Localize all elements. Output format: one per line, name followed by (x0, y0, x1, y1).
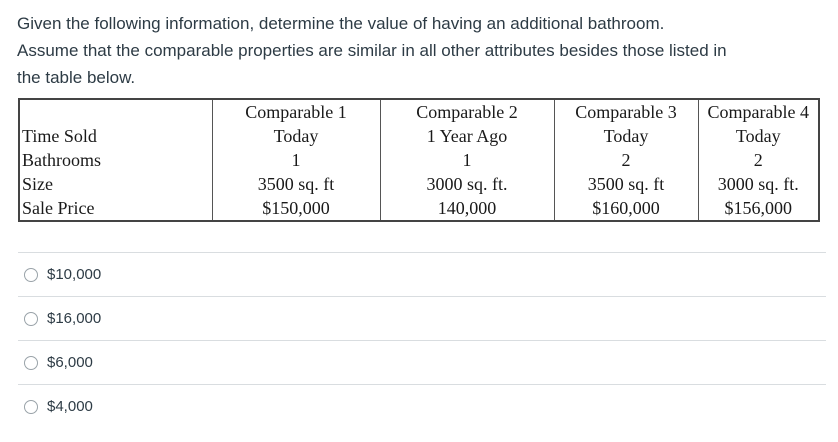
table-header-cell (19, 99, 212, 124)
table-header-cell: Comparable 4 (698, 99, 819, 124)
table-cell: 1 (212, 148, 380, 172)
table-cell: 3000 sq. ft. (380, 172, 554, 196)
row-label: Sale Price (19, 196, 212, 221)
answer-label: $6,000 (47, 354, 93, 371)
table-cell: 2 (698, 148, 819, 172)
question-line-1: Given the following information, determine the value of having an additional bathroom. (17, 14, 665, 33)
comparables-table (18, 98, 820, 222)
table-header-row (19, 99, 819, 124)
table-cell: Today (212, 124, 380, 148)
table-row (19, 124, 819, 148)
answer-option[interactable] (18, 296, 826, 340)
answer-option[interactable] (18, 340, 826, 384)
radio-button[interactable] (24, 268, 38, 282)
answer-label: $10,000 (47, 266, 102, 283)
answer-option[interactable] (18, 252, 826, 296)
table-cell: $160,000 (554, 196, 698, 221)
table-cell: 1 (380, 148, 554, 172)
radio-button[interactable] (24, 400, 38, 414)
radio-button[interactable] (24, 356, 38, 370)
table-cell: 140,000 (380, 196, 554, 221)
row-label: Bathrooms (19, 148, 212, 172)
table-cell: 3500 sq. ft (212, 172, 380, 196)
answer-list (18, 252, 826, 428)
table-header-cell: Comparable 1 (212, 99, 380, 124)
question-line-2: Assume that the comparable properties are similar in all other attributes besides those listed in (17, 41, 727, 60)
answer-option[interactable] (18, 384, 826, 428)
table-cell: 3000 sq. ft. (698, 172, 819, 196)
table-cell: 2 (554, 148, 698, 172)
answer-label: $4,000 (47, 398, 93, 415)
table-cell: $156,000 (698, 196, 819, 221)
table-header-cell: Comparable 2 (380, 99, 554, 124)
table-cell: Today (554, 124, 698, 148)
radio-button[interactable] (24, 312, 38, 326)
row-label: Time Sold (19, 124, 212, 148)
table-cell: $150,000 (212, 196, 380, 221)
table-row (19, 196, 819, 221)
row-label: Size (19, 172, 212, 196)
table-row (19, 148, 819, 172)
question-line-3: the table below. (17, 68, 136, 87)
table-cell: Today (698, 124, 819, 148)
answer-label: $16,000 (47, 310, 102, 327)
table-cell: 1 Year Ago (380, 124, 554, 148)
table-header-cell: Comparable 3 (554, 99, 698, 124)
question-text (17, 10, 817, 91)
table-cell: 3500 sq. ft (554, 172, 698, 196)
table-row (19, 172, 819, 196)
